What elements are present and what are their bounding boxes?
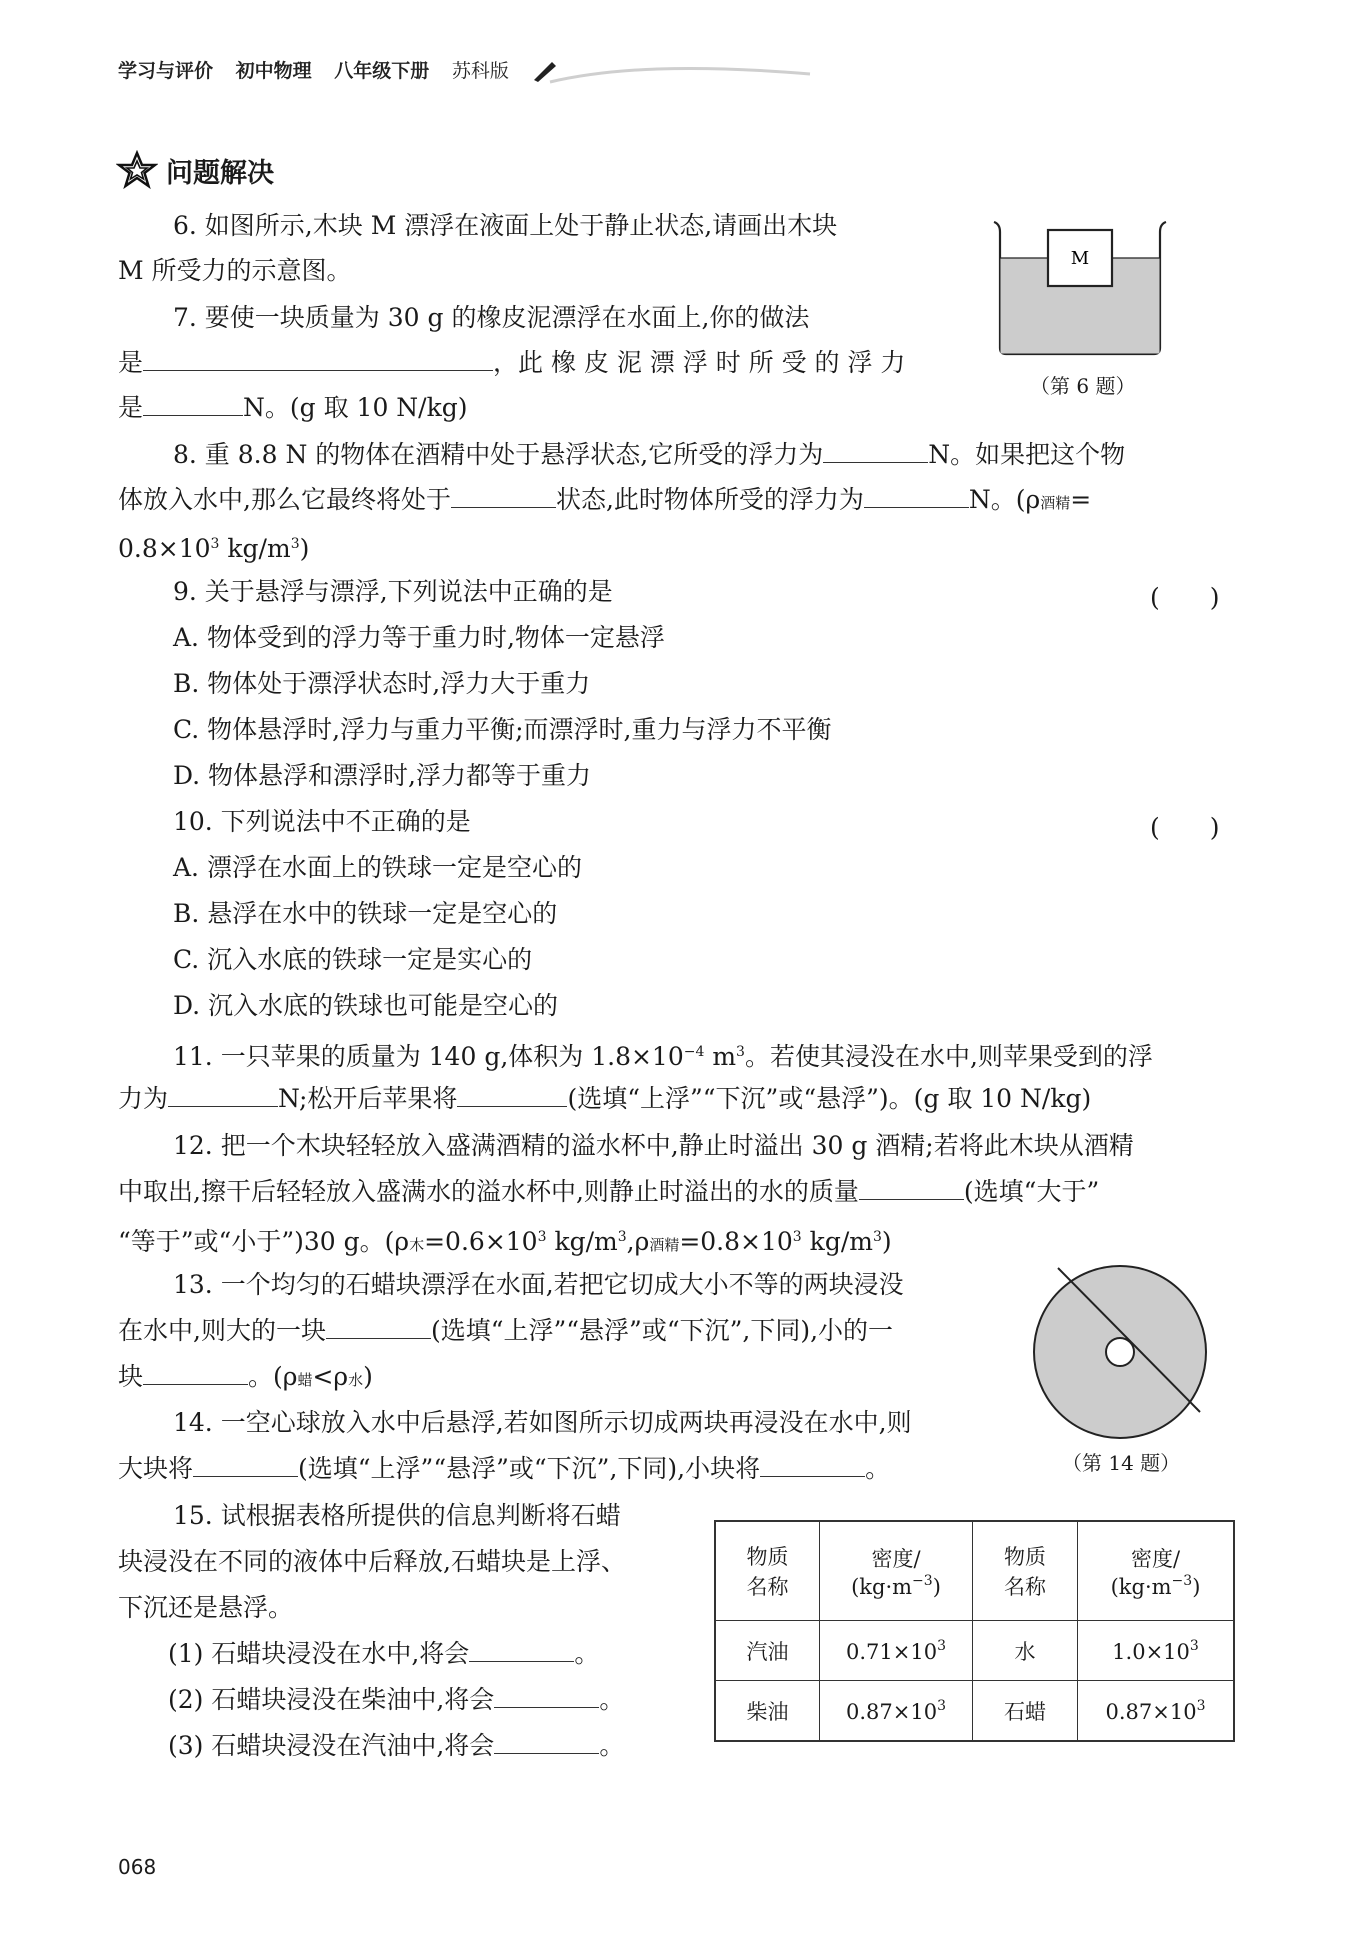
q12-sup1: 3	[537, 1229, 547, 1245]
q6-line1	[118, 203, 837, 248]
table-row	[715, 1621, 1234, 1681]
table-cell-substance: 汽油	[715, 1621, 820, 1681]
running-header	[118, 56, 515, 83]
q13-sub1: 蜡	[297, 1371, 313, 1389]
q10-option-b: B. 悬浮在水中的铁球一定是空心的	[173, 899, 558, 928]
table-header-name-2: 物质 名称	[973, 1521, 1078, 1621]
q13-text-3c: <ρ	[312, 1362, 349, 1391]
q13-line2	[118, 1308, 893, 1353]
section-title-text: 问题解决	[166, 157, 274, 189]
q9-option-c: C. 物体悬浮时,浮力与重力平衡;而漂浮时,重力与浮力不平衡	[173, 715, 832, 744]
q15-text-3: 下沉还是悬浮。	[118, 1593, 294, 1622]
q8-text-2a: 体放入水中,那么它最终将处于	[118, 485, 451, 514]
q10-stem-text: 10. 下列说法中不正确的是	[173, 807, 471, 836]
q11-sup2: 3	[736, 1044, 745, 1060]
q8-sup2: 3	[290, 536, 300, 552]
table-cell-substance: 石蜡	[973, 1681, 1078, 1742]
q13-text-2b: (选填“上浮”“悬浮”或“下沉”,下同),小的一	[430, 1316, 894, 1345]
q7-blank-method[interactable]	[143, 340, 493, 371]
q7-text-2b: ，此 橡 皮 泥 漂 浮 时 所 受 的 浮 力	[493, 348, 906, 377]
q14-blank-2[interactable]	[760, 1446, 865, 1477]
q12-text-3c: kg/m	[546, 1227, 618, 1256]
table-cell-density: $0.87\times 10^3$	[820, 1681, 973, 1742]
q12-sup4: 3	[872, 1229, 882, 1245]
q15-line1	[118, 1493, 621, 1538]
fig6-beaker	[990, 220, 1170, 360]
q8-text-3a: 0.8×10	[118, 534, 211, 563]
q12-text-2a: 中取出,擦干后轻轻放入盛满水的溢水杯中,则静止时溢出的水的质量	[118, 1177, 859, 1206]
fig14-caption: （第 14 题）	[1062, 1451, 1181, 1475]
q11-text-1a: 11. 一只苹果的质量为 140 g,体积为 1.8×10	[173, 1042, 684, 1071]
q15-blank-2[interactable]	[494, 1677, 599, 1708]
q12-text-3g: )	[881, 1227, 892, 1256]
q15-sub1-text: (1) 石蜡块浸没在水中,将会	[168, 1639, 470, 1668]
q7-text-1: 7. 要使一块质量为 30 g 的橡皮泥漂浮在水面上,你的做法	[173, 303, 810, 332]
q6-text-1: 6. 如图所示,木块 M 漂浮在液面上处于静止状态,请画出木块	[173, 211, 838, 240]
q12-line2	[118, 1169, 1099, 1214]
q13-text-1: 13. 一个均匀的石蜡块漂浮在水面,若把它切成大小不等的两块浸没	[173, 1270, 904, 1299]
q15-sub3-text: (3) 石蜡块浸没在汽油中,将会	[168, 1731, 495, 1760]
table-cell-density: $1.0\times 10^3$	[1078, 1621, 1235, 1681]
q10-stem	[118, 799, 471, 844]
q8-text-2b: 状态,此时物体所受的浮力为	[555, 485, 864, 514]
q7-text-3b: N。(g 取 10 N/kg)	[243, 393, 468, 422]
q9-answer-paren[interactable]: ( )	[1150, 583, 1220, 612]
q15-period-3: 。	[599, 1731, 625, 1760]
q13-sub2: 水	[348, 1371, 364, 1389]
table-cell-density: $0.71\times 10^3$	[820, 1621, 973, 1681]
table-header-density-2: 密度/ $(kg\cdot m^{-3})$	[1078, 1521, 1235, 1621]
q8-blank-2[interactable]	[451, 477, 556, 508]
q12-text-3b: =0.6×10	[424, 1227, 538, 1256]
q12-text-3e: =0.8×10	[679, 1227, 793, 1256]
q9-option-a: A. 物体受到的浮力等于重力时,物体一定悬浮	[173, 623, 665, 652]
q8-line2	[118, 477, 1091, 526]
q13-text-3a: 块	[118, 1362, 144, 1391]
q14-text-2a: 大块将	[118, 1454, 194, 1483]
q15-blank-1[interactable]	[469, 1631, 574, 1662]
q15-text-1: 15. 试根据表格所提供的信息判断将石蜡	[173, 1501, 621, 1530]
table-cell-density: $0.87\times 10^3$	[1078, 1681, 1235, 1742]
q13-blank-1[interactable]	[326, 1308, 431, 1339]
q15-sub1	[168, 1631, 599, 1676]
q11-text-2a: 力为	[118, 1084, 169, 1113]
q15-text-2: 块浸没在不同的液体中后释放,石蜡块是上浮、	[118, 1547, 626, 1576]
q14-text-2b: (选填“上浮”“悬浮”或“下沉”,下同),小块将	[298, 1454, 761, 1483]
q13-line1	[118, 1262, 904, 1307]
header-grade: 八年级下册	[334, 60, 430, 82]
section-title	[116, 150, 274, 190]
q14-text-1: 14. 一空心球放入水中后悬浮,若如图所示切成两块再浸没在水中,则	[173, 1408, 912, 1437]
q8-sup1: 3	[210, 536, 220, 552]
fig6-caption: （第 6 题）	[1030, 374, 1136, 398]
q12-sup3: 3	[792, 1229, 802, 1245]
q12-line3	[118, 1215, 892, 1268]
table-header-density-1: 密度/ $(kg\cdot m^{-3})$	[820, 1521, 973, 1621]
q15-sub2-text: (2) 石蜡块浸没在柴油中,将会	[168, 1685, 495, 1714]
q8-blank-3[interactable]	[864, 477, 969, 508]
q12-sub2: 酒精	[649, 1236, 680, 1254]
q12-text-1: 12. 把一个木块轻轻放入盛满酒精的溢水杯中,静止时溢出 30 g 酒精;若将此木块从酒精	[173, 1131, 1134, 1160]
q7-line3	[118, 385, 468, 430]
q14-line2	[118, 1446, 890, 1491]
q8-line3	[118, 522, 309, 571]
q11-blank-1[interactable]	[168, 1076, 278, 1107]
q11-blank-2[interactable]	[457, 1076, 567, 1107]
q13-text-2a: 在水中,则大的一块	[118, 1316, 326, 1345]
header-edition: 苏科版	[451, 60, 509, 82]
q14-blank-1[interactable]	[193, 1446, 298, 1477]
table-header-name-1: 物质 名称	[715, 1521, 820, 1621]
table-row	[715, 1681, 1234, 1742]
fig6-block-label: M	[1070, 248, 1090, 269]
header-subject: 初中物理	[235, 60, 312, 82]
q13-text-3d: )	[363, 1362, 373, 1391]
q15-sub2	[168, 1677, 624, 1722]
q11-text-2b: N;松开后苹果将	[278, 1084, 458, 1113]
q13-text-3b: 。(ρ	[248, 1362, 298, 1391]
q12-text-3d: ,ρ	[626, 1227, 650, 1256]
q9-option-b: B. 物体处于漂浮状态时,浮力大于重力	[173, 669, 591, 698]
q8-text-2c: N。(ρ	[968, 485, 1041, 514]
q12-text-3f: kg/m	[801, 1227, 873, 1256]
q11-text-1b: m	[704, 1042, 737, 1071]
q7-text-3a: 是	[118, 393, 144, 422]
q15-blank-3[interactable]	[494, 1723, 599, 1754]
q6-text-2: M 所受力的示意图。	[118, 256, 352, 285]
q8-blank-1[interactable]	[823, 432, 928, 463]
star-icon	[116, 150, 158, 190]
q7-blank-force[interactable]	[143, 385, 243, 416]
q12-text-3a: “等于”或“小于”)30 g。(ρ	[118, 1227, 410, 1256]
q12-sub1: 木	[409, 1236, 425, 1254]
page-number: 068	[118, 1855, 157, 1879]
q11-text-2c: (选填“上浮”“下沉”或“悬浮”)。(g 取 10 N/kg)	[567, 1084, 1092, 1113]
q8-text-3b: kg/m	[219, 534, 291, 563]
q11-sup1: −4	[683, 1044, 705, 1060]
q12-text-2b: (选填“大于”	[963, 1177, 1100, 1206]
density-table	[714, 1520, 1235, 1742]
q11-line1	[118, 1030, 1153, 1079]
q9-stem-text: 9. 关于悬浮与漂浮,下列说法中正确的是	[173, 577, 613, 606]
q8-sub: 酒精	[1040, 494, 1071, 512]
q8-line1	[118, 432, 1125, 477]
table-header-row	[715, 1521, 1234, 1621]
q9-option-d: D. 物体悬浮和漂浮时,浮力都等于重力	[173, 761, 591, 790]
q10-option-d: D. 沉入水底的铁球也可能是空心的	[173, 991, 559, 1020]
q8-text-2d: =	[1070, 485, 1092, 514]
q8-text-1a: 8. 重 8.8 N 的物体在酒精中处于悬浮状态,它所受的浮力为	[173, 440, 824, 469]
table-cell-substance: 水	[973, 1621, 1078, 1681]
q13-line3	[118, 1354, 373, 1403]
q12-line1	[118, 1123, 1134, 1168]
pencil-icon	[530, 54, 830, 90]
q10-answer-paren[interactable]: ( )	[1150, 813, 1220, 842]
q7-text-2a: 是	[118, 348, 144, 377]
q11-text-1c: 。若使其浸没在水中,则苹果受到的浮	[744, 1042, 1153, 1071]
header-series: 学习与评价	[118, 60, 214, 82]
q7-line2	[118, 340, 905, 385]
q13-blank-2[interactable]	[143, 1354, 248, 1385]
q10-option-a: A. 漂浮在水面上的铁球一定是空心的	[173, 853, 582, 882]
q14-line1	[118, 1400, 912, 1445]
q8-text-3c: )	[299, 534, 310, 563]
q15-period-1: 。	[574, 1639, 600, 1668]
q10-option-c: C. 沉入水底的铁球一定是实心的	[173, 945, 533, 974]
table-cell-substance: 柴油	[715, 1681, 820, 1742]
q12-sup2: 3	[617, 1229, 627, 1245]
q12-blank[interactable]	[859, 1169, 964, 1200]
q9-stem	[118, 569, 613, 614]
q11-line2	[118, 1076, 1091, 1121]
q7-line1	[118, 295, 809, 340]
q15-sub3	[168, 1723, 624, 1768]
fig14-sphere	[1030, 1262, 1220, 1442]
q15-period-2: 。	[599, 1685, 625, 1714]
q14-text-2c: 。	[865, 1454, 891, 1483]
q8-text-1b: N。如果把这个物	[928, 440, 1126, 469]
